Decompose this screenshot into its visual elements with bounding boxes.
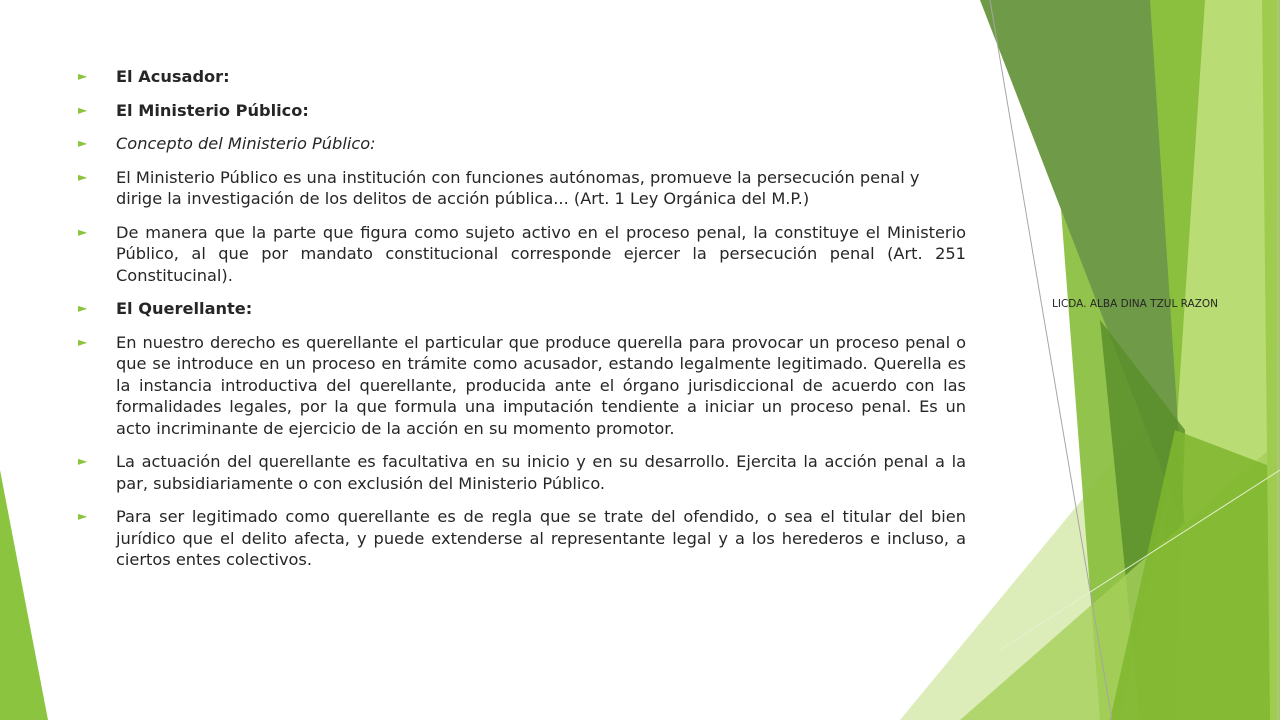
heading-el-acusador: El Acusador: (116, 67, 230, 86)
bullet-item (78, 133, 966, 155)
bullet-item (78, 451, 966, 494)
bullet-item (78, 167, 966, 210)
bullet-item (78, 332, 966, 440)
author-label: LICDA. ALBA DINA TZUL RAZON (1052, 298, 1219, 310)
bullet-item (78, 298, 966, 320)
paragraph-legitimacion: Para ser legitimado como querellante es de regla que se trate del ofendido, o sea el titular del bien jurídico que el delito afecta, y puede extenderse al representante legal y a los herederos e incluso, a ciertos entes colectivos. (116, 507, 966, 569)
bullet-item (78, 66, 966, 88)
slide-content (78, 66, 966, 583)
heading-concepto: Concepto del Ministerio Público: (116, 134, 376, 153)
bullet-item (78, 222, 966, 287)
heading-ministerio-publico: El Ministerio Público: (116, 100, 309, 120)
triangle-right-icon: ► (78, 169, 88, 184)
triangle-right-icon: ► (78, 509, 88, 523)
triangle-right-icon: ► (78, 224, 88, 239)
triangle-right-icon: ► (78, 102, 88, 117)
triangle-right-icon: ► (78, 334, 88, 349)
paragraph-actuacion: La actuación del querellante es facultativa en su inicio y en su desarrollo. Ejercita la acción penal a la par, subsidiariamente o con exclusión del Ministerio Público. (116, 452, 966, 493)
paragraph-querella: En nuestro derecho es querellante el particular que produce querella para provocar un proceso penal o que se introduce en un proceso en trámite como acusador, estando legalmente legitimado. Querella es la instancia introductiva del querellante, producida ante el órgano jurisdiccional de acuerdo con las formalidades legales, por la que formula una imputación tendiente a iniciar un proceso penal. Es un acto incriminante de ejercicio de la acción en su momento promotor. (116, 332, 966, 438)
paragraph-sujeto-activo: De manera que la parte que figura como sujeto activo en el proceso penal, la constituye el Ministerio Público, al que por mandato constitucional corresponde ejercer la persecución penal (Art. 251 Constitucinal). (116, 222, 966, 285)
triangle-right-icon: ► (78, 69, 88, 83)
paragraph-definicion-mp: El Ministerio Público es una institución con funciones autónomas, promueve la persecución penal y dirige la investigación de los delitos de acción pública... (Art. 1 Ley Orgánica del M.P.) (116, 167, 920, 208)
triangle-right-icon: ► (78, 136, 88, 150)
bullet-list (78, 66, 966, 571)
triangle-right-icon: ► (78, 301, 88, 315)
triangle-right-icon: ► (78, 454, 88, 468)
bullet-item (78, 506, 966, 571)
heading-querellante: El Querellante: (116, 299, 253, 318)
bullet-item (78, 100, 966, 122)
